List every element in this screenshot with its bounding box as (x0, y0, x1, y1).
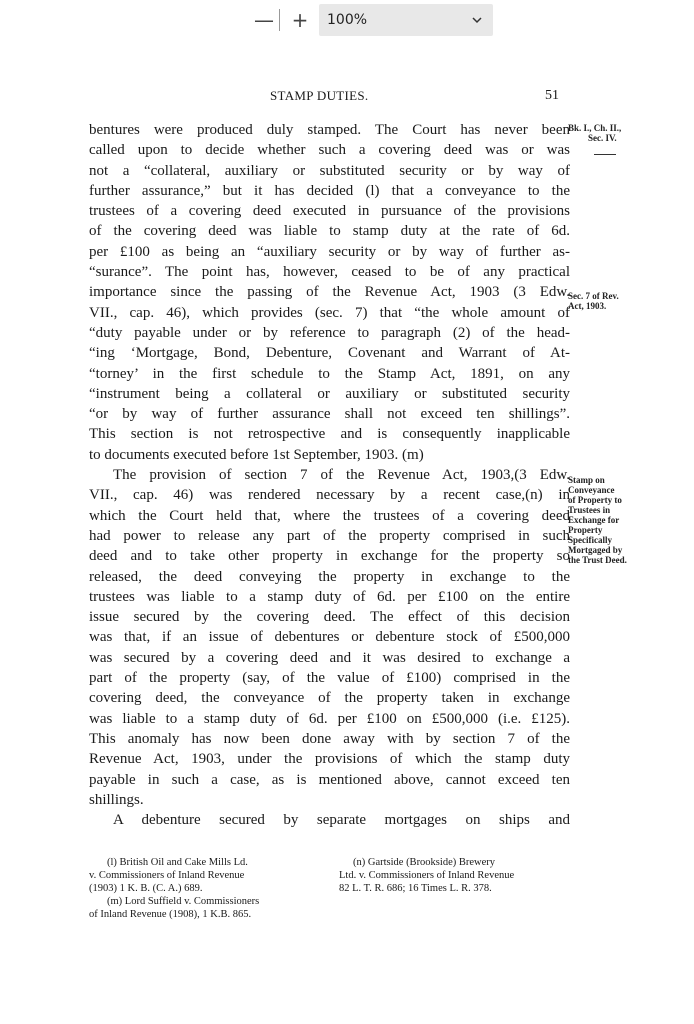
margin-note-line: Property (568, 525, 603, 535)
footnote-line: v. Commissioners of Inland Revenue (89, 870, 245, 881)
text-line: part of the property (say, of the value of £100) comprised in the (89, 670, 570, 687)
margin-note-topic (568, 475, 627, 565)
pdf-toolbar (0, 0, 694, 41)
text-line: “surance”. The point has, however, ceased to be of any practical (89, 264, 570, 281)
text-line: Revenue Act, 1903, under the provisions of which the stamp duty (89, 751, 570, 768)
text-line: trustees was liable to a stamp duty of 6d. per £100 on the entire (89, 588, 570, 605)
zoom-value: 100% (327, 12, 368, 28)
document-page (0, 40, 694, 1024)
text-line: “or by way of further assurance shall not exceed ten shillings”. (89, 406, 570, 423)
margin-note-line: the Trust Deed. (568, 555, 627, 565)
footnote-line: (m) Lord Suffield v. Commissioners (107, 896, 260, 907)
text-line: not a “collateral, auxiliary or substituted security or by way of (89, 162, 570, 179)
margin-note-line: Act, 1903. (568, 301, 607, 311)
margin-note-line: of Property to (568, 495, 622, 505)
text-line: covering deed, the conveyance of the property taken in exchange (89, 690, 570, 707)
zoom-select[interactable] (319, 4, 493, 36)
margin-note-chapter-ref (568, 123, 621, 143)
text-line: had power to release any part of the property comprised in such (89, 527, 570, 544)
footnote-line: (1903) 1 K. B. (C. A.) 689. (89, 883, 203, 894)
margin-note-line: Bk. I., Ch. II., (568, 123, 622, 133)
margin-note-line: Stamp on (568, 475, 605, 485)
zoom-out-button[interactable]: — (254, 8, 274, 32)
text-line: was that, if an issue of debentures or debenture stock of £500,000 (89, 629, 570, 646)
body-text (89, 120, 570, 830)
text-line: bentures were produced duly stamped. The Court has never been (89, 122, 570, 138)
text-line: “ing ‘Mortgage, Bond, Debenture, Covenant and Warrant of At- (89, 345, 570, 362)
text-line: “instrument being a collateral or auxiliary or substituted security (89, 385, 570, 402)
text-line: shillings. (89, 791, 144, 808)
text-line: trustees of a covering deed executed in pursuance of the provisions (89, 203, 570, 220)
footnote-line: (l) British Oil and Cake Mills Ld. (107, 857, 248, 868)
text-line: “torney’ in the first schedule to the Stamp Act, 1891, on any (89, 365, 570, 382)
running-head: STAMP DUTIES. (270, 88, 369, 103)
text-line: payable in such a case, as is mentioned above, cannot exceed ten (89, 771, 570, 788)
text-line: VII., cap. 46) was rendered necessary by a recent case,(n) in (89, 487, 570, 504)
toolbar-divider (279, 9, 280, 31)
footnote-line: 82 L. T. R. 686; 16 Times L. R. 378. (339, 883, 492, 894)
text-line: deed and to take other property in exchange for the property so (89, 548, 570, 565)
text-line: called upon to decide whether such a covering deed was or was (89, 142, 570, 159)
text-line: This anomaly has now been done away with by section 7 of the (89, 730, 570, 747)
margin-note-statute-ref (568, 291, 619, 311)
text-line: to documents executed before 1st September, 1903. (m) (89, 446, 424, 463)
margin-note-rule (594, 154, 616, 155)
text-line: per £100 as being an “auxiliary security or by way of further as- (89, 243, 570, 260)
margin-note-line: Specifically (568, 535, 612, 545)
text-line: VII., cap. 46), which provides (sec. 7) that “the whole amount of (89, 304, 570, 321)
text-line: A debenture secured by separate mortgages on ships and (113, 812, 570, 829)
text-line: was secured by a covering deed and it was desired to exchange a (89, 649, 570, 666)
text-line: released, the deed conveying the property in exchange to the (89, 568, 570, 585)
text-line: which the Court held that, where the trustees of a covering deed (89, 507, 570, 524)
margin-note-line: Sec. IV. (588, 133, 617, 143)
text-line: The provision of section 7 of the Revenue Act, 1903,(3 Edw. (113, 467, 570, 484)
text-line: of the covering deed was liable to stamp duty at the rate of 6d. (89, 223, 570, 240)
footnote-line: (n) Gartside (Brookside) Brewery (353, 857, 495, 868)
text-line: “duty payable under or by reference to paragraph (2) of the head- (89, 324, 570, 341)
text-line: issue secured by the covering deed. The effect of this decision (89, 609, 570, 626)
page-number: 51 (545, 88, 559, 103)
footnotes-right-column (339, 856, 575, 895)
margin-note-line: Exchange for (568, 515, 620, 525)
text-line: This section is not retrospective and is consequently inapplicable (89, 426, 570, 443)
footnote-line: Ltd. v. Commissioners of Inland Revenue (339, 870, 515, 881)
footnotes-left-column (89, 856, 337, 921)
margin-note-line: Mortgaged by (568, 545, 623, 555)
chevron-down-icon (471, 14, 483, 26)
margin-note-line: Conveyance (568, 485, 615, 495)
text-line: importance since the passing of the Revenue Act, 1903 (3 Edw. (89, 284, 570, 301)
margin-note-line: Trustees in (568, 505, 611, 515)
text-line: further assurance,” but it has decided (l) that a conveyance to the (89, 182, 570, 199)
zoom-in-button[interactable]: + (291, 8, 309, 32)
margin-note-line: Sec. 7 of Rev. (568, 291, 619, 301)
text-line: was liable to a stamp duty of 6d. per £100 on £500,000 (i.e. £125). (89, 710, 570, 727)
footnote-line: of Inland Revenue (1908), 1 K.B. 865. (89, 909, 252, 920)
